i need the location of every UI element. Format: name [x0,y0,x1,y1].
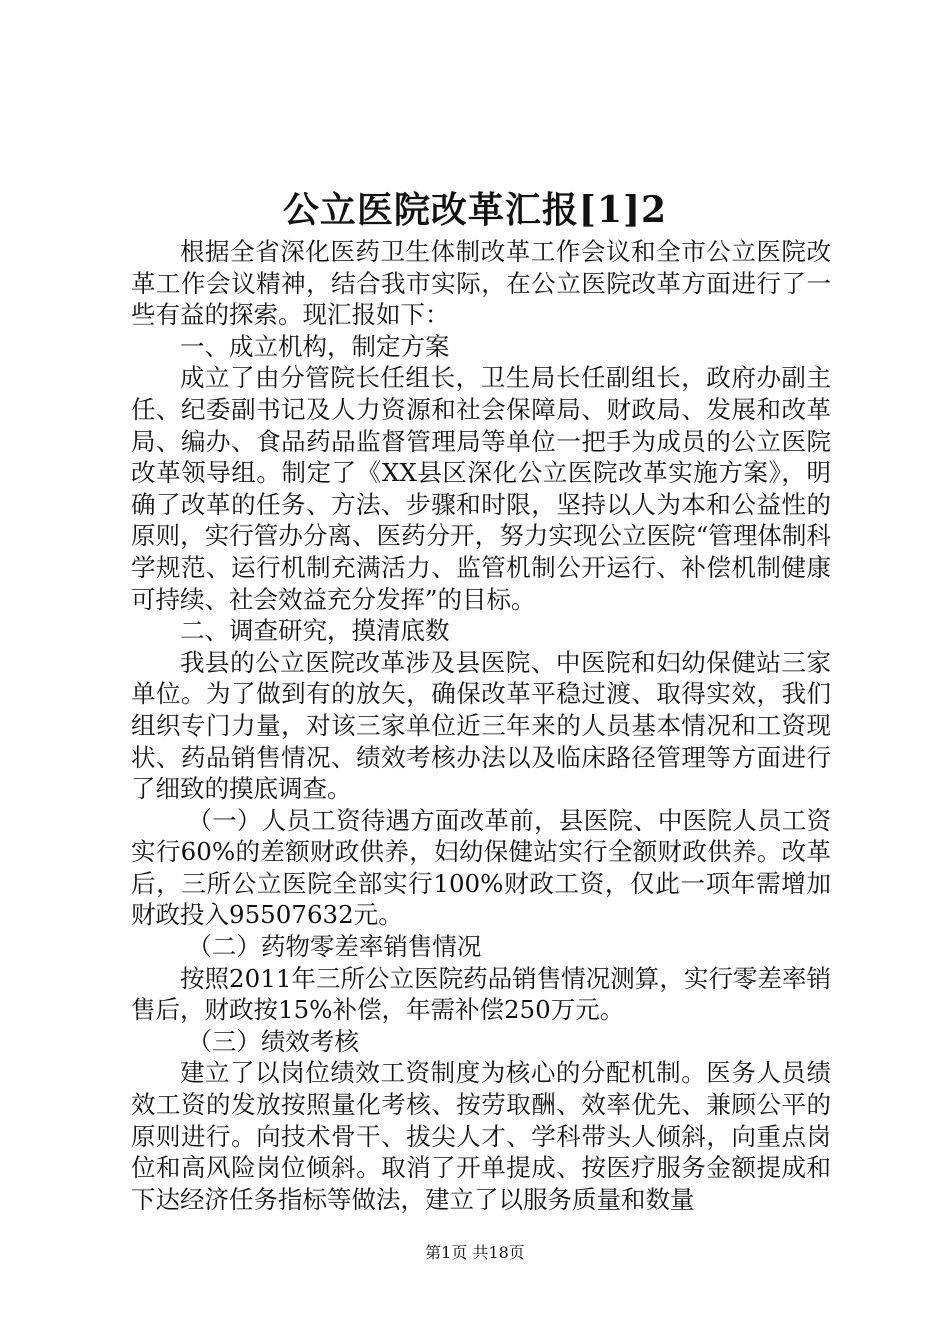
page-footer: 第1页 共18页 [425,1243,525,1262]
document-body [131,236,831,1215]
paragraph-intro: 根据全省深化医药卫生体制改革工作会议和全市公立医院改革工作会议精神，结合我市实际，在公立医院改革方面进行了一些有益的探索。现汇报如下： [131,237,831,330]
paragraph-section-2: 我县的公立医院改革涉及县医院、中医院和妇幼保健站三家单位。为了做到有的放矢，确保改革平稳过渡、取得实效，我们组织专门力量，对该三家单位近三年来的人员基本情况和工资现状、药品销售情况、绩效考核办法以及临床路径管理等方面进行了细致的摸底调查。 [131,647,831,804]
paragraph-subsection-3: 建立了以岗位绩效工资制度为核心的分配机制。医务人员绩效工资的发放按照量化考核、按劳取酬、效率优先、兼顾公平的原则进行。向技术骨干、拔尖人才、学科带头人倾斜，向重点岗位和高风险岗位倾斜。取消了开单提成、按医疗服务金额提成和下达经济任务指标等做法，建立了以服务质量和数量 [131,1058,831,1214]
paragraph-subsection-1: （一）人员工资待遇方面改革前，县医院、中医院人员工资实行60%的差额财政供养，妇幼保健站实行全额财政供养。改革后，三所公立医院全部实行100%财政工资，仅此一项年需增加财政投入95507632元。 [131,805,831,930]
document-title: 公立医院改革汇报[1]2 [282,189,668,231]
section-heading-1: 一、成立机构，制定方案 [180,331,450,361]
paragraph-subsection-2: 按照2011年三所公立医院药品销售情况测算，实行零差率销售后，财政按15%补偿，年需补偿250万元。 [131,963,831,1025]
section-heading-2: 二、调查研究，摸清底数 [180,616,450,646]
subsection-heading-3: （三）绩效考核 [187,1026,359,1056]
subsection-heading-2: （二）药物零差率销售情况 [187,932,482,962]
paragraph-section-1: 成立了由分管院长任组长，卫生局长任副组长，政府办副主任、纪委副书记及人力资源和社会保障局、财政局、发展和改革局、编办、食品药品监督管理局等单位一把手为成员的公立医院改革领导组。制定了《XX县区深化公立医院改革实施方案》，明确了改革的任务、方法、步骤和时限，坚持以人为本和公益性的原则，实行管办分离、医药分开，努力实现公立医院“管理体制科学规范、运行机制充满活力、监管机制公开运行、补偿机制健康可持续、社会效益充分发挥”的目标。 [131,363,831,614]
